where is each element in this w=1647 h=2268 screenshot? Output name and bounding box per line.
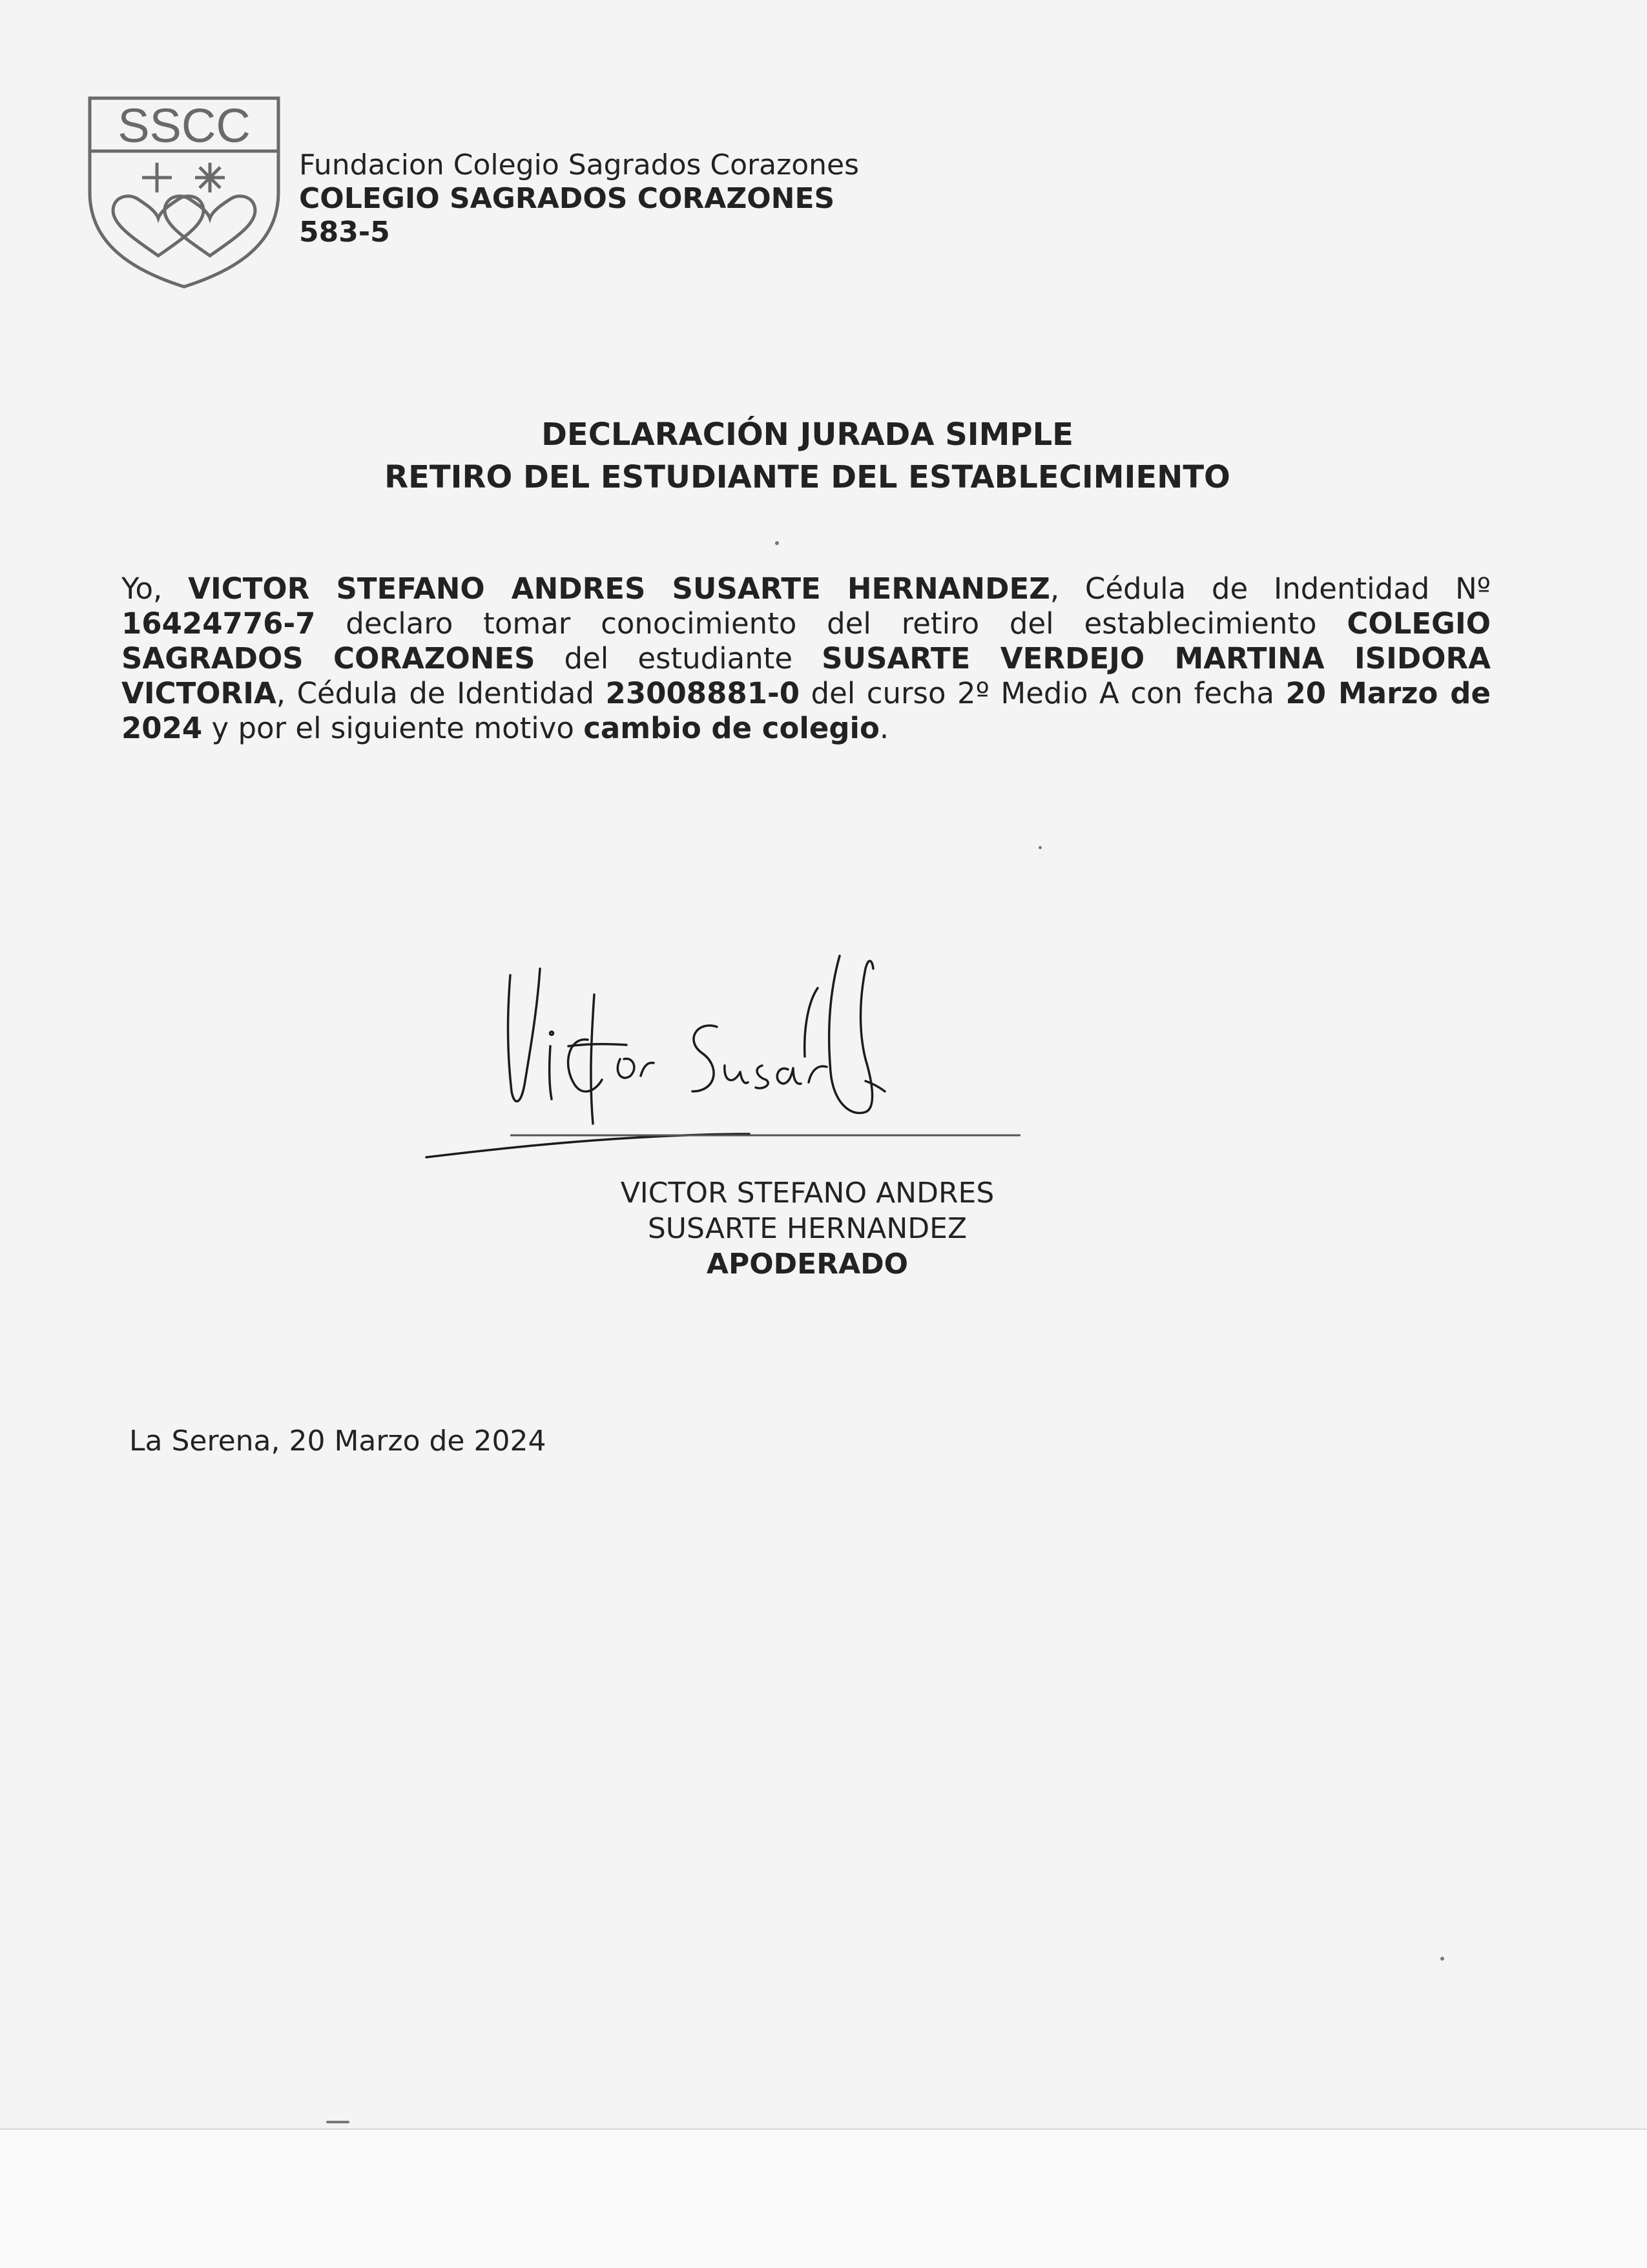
- document-title: [0, 413, 1615, 499]
- place-date: La Serena, 20 Marzo de 2024: [129, 1425, 546, 1458]
- scan-speck: [1039, 846, 1042, 849]
- body-text: declaro tomar conocimiento del retiro del establecimiento: [315, 606, 1347, 641]
- withdrawal-date: 20 Marzo de 2024: [121, 676, 1491, 745]
- scan-speck: [326, 2121, 349, 2123]
- scan-speck: [775, 541, 779, 545]
- handwritten-signature: [413, 930, 1027, 1162]
- signer-name-line-1: VICTOR STEFANO ANDRES: [620, 1177, 995, 1210]
- signer-block: [471, 1175, 1143, 1282]
- logo-text: SSCC: [118, 99, 251, 152]
- title-line-1: DECLARACIÓN JURADA SIMPLE: [541, 417, 1073, 453]
- body-text: .: [879, 711, 889, 745]
- body-text: Yo,: [121, 572, 189, 606]
- letterhead: [299, 149, 859, 249]
- school-code: 583-5: [299, 216, 390, 249]
- student-name: SUSARTE VERDEJO MARTINA ISIDORA VICTORIA: [121, 641, 1491, 710]
- guardian-id: 16424776-7: [121, 606, 316, 641]
- body-text: y por el siguiente motivo: [202, 711, 584, 745]
- body-text: , Cédula de Indentidad Nº: [1050, 572, 1491, 606]
- school-name: COLEGIO SAGRADOS CORAZONES: [299, 182, 835, 215]
- student-id: 23008881-0: [605, 676, 800, 710]
- title-line-2: RETIRO DEL ESTUDIANTE DEL ESTABLECIMIENTO: [384, 459, 1230, 495]
- body-text: , Cédula de Identidad: [276, 676, 606, 710]
- body-text: del curso 2º Medio A con fecha: [800, 676, 1286, 710]
- foundation-name: Fundacion Colegio Sagrados Corazones: [299, 149, 860, 181]
- page-bottom-edge: [0, 2129, 1647, 2268]
- school-logo: [87, 96, 281, 289]
- withdrawal-reason: cambio de colegio: [583, 711, 880, 745]
- star-icon: [195, 163, 225, 192]
- school-reference: COLEGIO SAGRADOS CORAZONES: [121, 606, 1491, 675]
- declaration-paragraph: [121, 572, 1491, 746]
- signer-role: APODERADO: [706, 1248, 909, 1281]
- cross-icon: [142, 163, 172, 192]
- scan-speck: [1440, 1957, 1444, 1961]
- body-text: del estudiante: [535, 641, 822, 675]
- guardian-name: VICTOR STEFANO ANDRES SUSARTE HERNANDEZ: [188, 572, 1050, 606]
- hearts-icon: [113, 196, 255, 256]
- signer-name-line-2: SUSARTE HERNANDEZ: [647, 1212, 968, 1245]
